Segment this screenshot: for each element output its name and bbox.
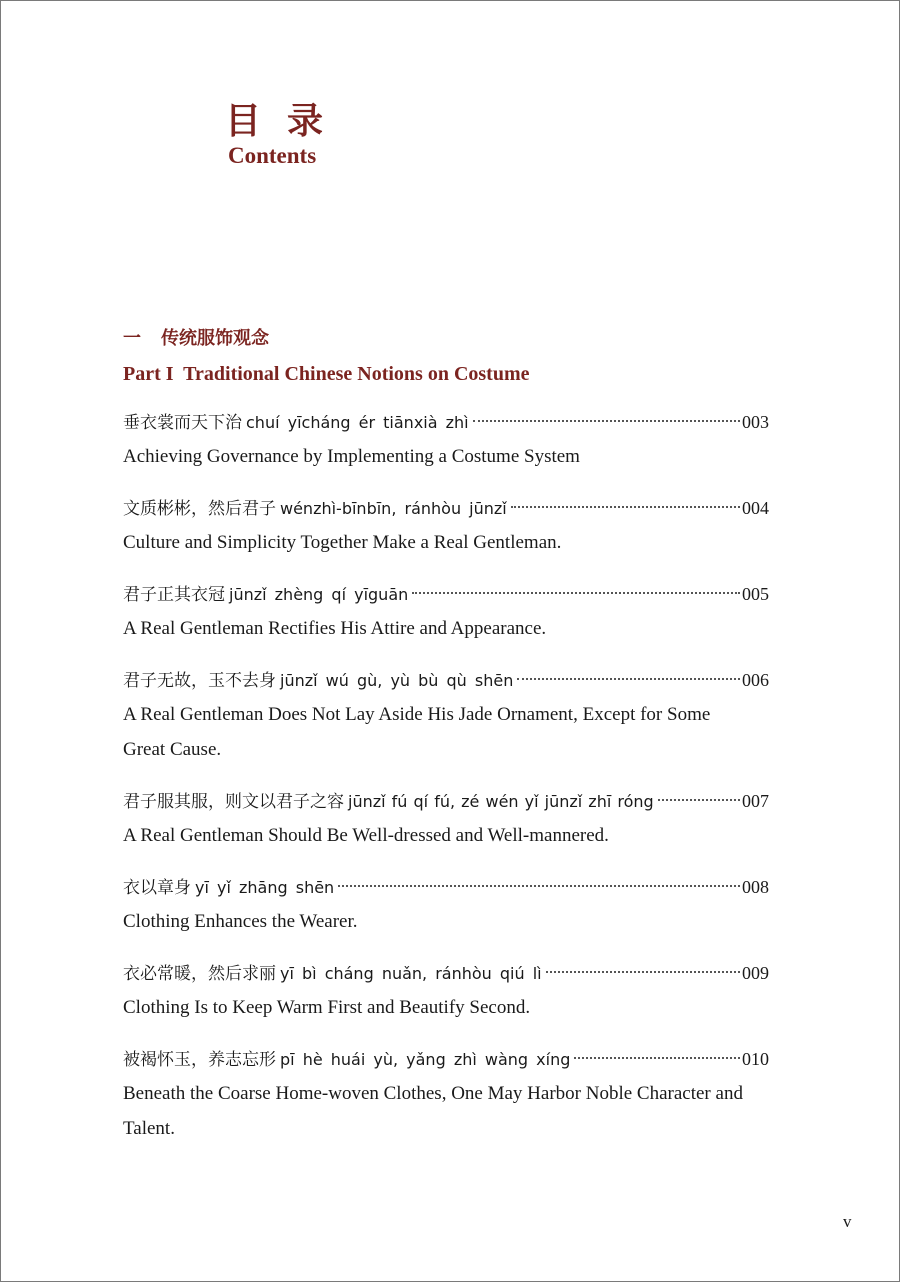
entry-pinyin: jūnzǐ wú gù, yù bù qù shēn xyxy=(280,671,514,690)
part-number: 一 xyxy=(123,328,141,349)
entry-title-english: A Real Gentleman Does Not Lay Aside His Jade Ornament, Except for Some Great Cause. xyxy=(123,704,711,760)
toc-entry[interactable] xyxy=(123,405,769,474)
entry-title-chinese: 衣以章身 xyxy=(123,878,191,898)
toc-entry[interactable] xyxy=(123,491,769,560)
toc-entry[interactable] xyxy=(123,1042,769,1146)
toc-entry-list xyxy=(123,405,769,1163)
entry-pinyin: jūnzǐ zhèng qí yīguān xyxy=(229,585,409,604)
entry-page-number: 008 xyxy=(742,877,769,897)
entry-page-number: 005 xyxy=(742,584,769,604)
entry-title-english: Culture and Simplicity Together Make a Real Gentleman. xyxy=(123,532,562,553)
entry-pinyin: yī yǐ zhāng shēn xyxy=(195,878,335,897)
entry-pinyin: wénzhì-bīnbīn, ránhòu jūnzǐ xyxy=(280,499,507,518)
toc-entry[interactable] xyxy=(123,663,769,767)
page-folio-number: v xyxy=(843,1212,852,1231)
entry-title-english: Clothing Is to Keep Warm First and Beautify Second. xyxy=(123,997,531,1018)
contents-title-english: Contents xyxy=(228,143,317,168)
toc-entry-line xyxy=(123,663,769,697)
toc-entry-line xyxy=(123,405,769,439)
entry-page-number: 006 xyxy=(742,670,769,690)
dot-leader xyxy=(546,971,740,973)
toc-entry[interactable] xyxy=(123,956,769,1025)
toc-entry[interactable] xyxy=(123,577,769,646)
part-heading-english: Part I Traditional Chinese Notions on Costume xyxy=(123,363,530,385)
dot-leader xyxy=(338,885,740,887)
toc-entry-line xyxy=(123,1042,769,1076)
entry-title-english: A Real Gentleman Should Be Well-dressed and Well-mannered. xyxy=(123,825,609,846)
toc-entry-line xyxy=(123,577,769,611)
dot-leader xyxy=(412,592,740,594)
dot-leader xyxy=(574,1057,740,1059)
toc-entry[interactable] xyxy=(123,870,769,939)
entry-title-chinese: 垂衣裳而天下治 xyxy=(123,413,242,433)
entry-page-number: 003 xyxy=(742,412,769,432)
toc-entry-line xyxy=(123,491,769,525)
entry-pinyin: pī hè huái yù, yǎng zhì wàng xíng xyxy=(280,1050,571,1069)
entry-page-number: 004 xyxy=(742,498,769,518)
entry-title-chinese: 君子正其衣冠 xyxy=(123,585,225,605)
entry-page-number: 010 xyxy=(742,1049,769,1069)
entry-title-chinese: 衣必常暖，然后求丽 xyxy=(123,964,276,984)
toc-entry-line xyxy=(123,784,769,818)
entry-title-chinese: 文质彬彬，然后君子 xyxy=(123,499,276,519)
entry-page-number: 009 xyxy=(742,963,769,983)
dot-leader xyxy=(511,506,740,508)
dot-leader xyxy=(658,799,740,801)
dot-leader xyxy=(473,420,740,422)
dot-leader xyxy=(517,678,740,680)
entry-pinyin: jūnzǐ fú qí fú, zé wén yǐ jūnzǐ zhī róng xyxy=(348,792,654,811)
entry-title-english: A Real Gentleman Rectifies His Attire and Appearance. xyxy=(123,618,547,639)
entry-pinyin: chuí yīcháng ér tiānxià zhì xyxy=(246,413,469,432)
entry-title-chinese: 君子服其服，则文以君子之容 xyxy=(123,792,344,812)
entry-title-english: Achieving Governance by Implementing a Costume System xyxy=(123,446,580,467)
contents-title-chinese: 目录 xyxy=(225,100,350,142)
toc-entry-line xyxy=(123,956,769,990)
toc-entry[interactable] xyxy=(123,784,769,853)
entry-title-chinese: 君子无故，玉不去身 xyxy=(123,671,276,691)
entry-page-number: 007 xyxy=(742,791,769,811)
entry-title-english: Beneath the Coarse Home-woven Clothes, One May Harbor Noble Character and Talent. xyxy=(123,1083,743,1139)
part-heading-chinese xyxy=(123,325,269,353)
toc-entry-line xyxy=(123,870,769,904)
entry-pinyin: yī bì cháng nuǎn, ránhòu qiú lì xyxy=(280,964,542,983)
part-title-chinese: 传统服饰观念 xyxy=(161,328,269,349)
entry-title-chinese: 被褐怀玉，养志忘形 xyxy=(123,1050,276,1070)
entry-title-english: Clothing Enhances the Wearer. xyxy=(123,911,358,932)
